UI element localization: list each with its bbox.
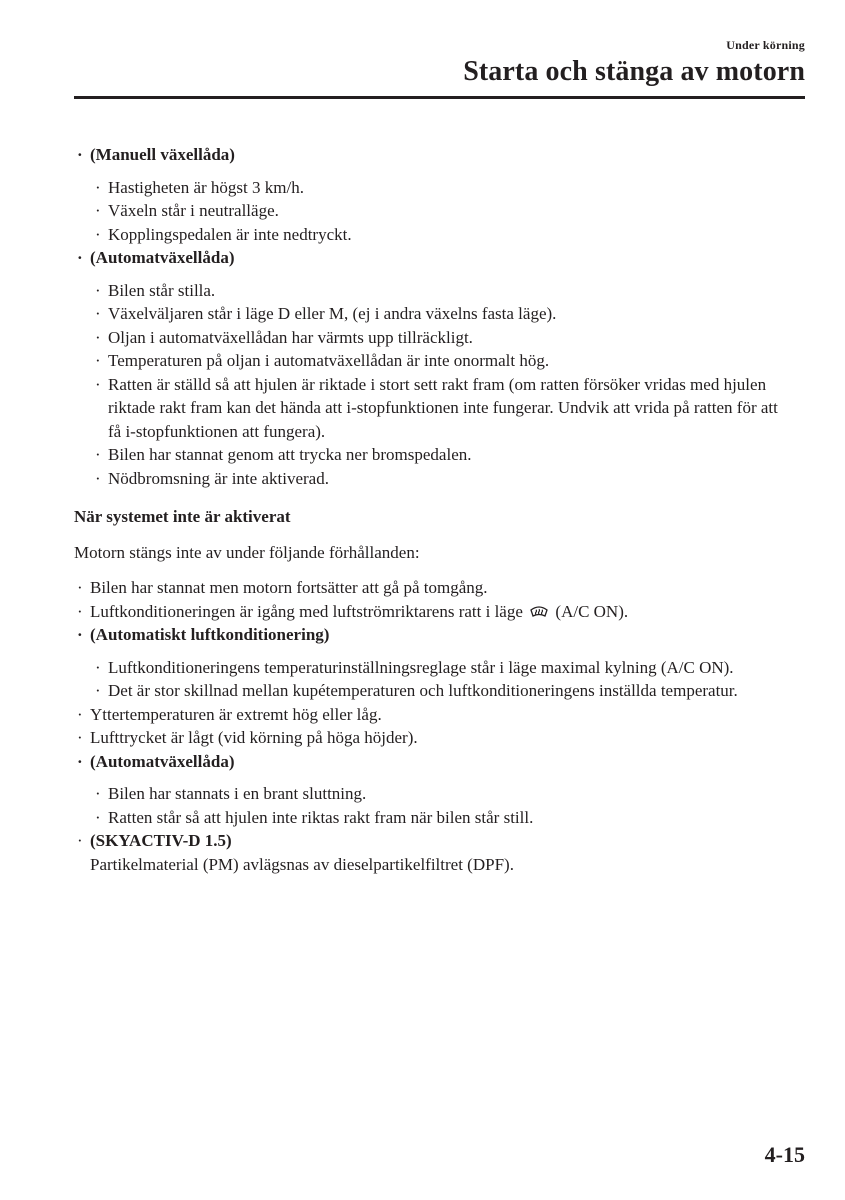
list-item-text: Lufttrycket är lågt (vid körning på höga höjder).: [90, 728, 418, 747]
list-item-text: Ratten står så att hjulen inte riktas rakt fram när bilen står still.: [108, 807, 534, 827]
bullet: ·: [95, 224, 101, 244]
bullet: ·: [95, 807, 101, 827]
bullet: ·: [77, 831, 83, 850]
bullet: ·: [77, 601, 83, 621]
bullet: ·: [95, 681, 101, 700]
manual-transmission-label: (Manuell växellåda): [90, 145, 235, 164]
manual-transmission-heading: [74, 143, 794, 167]
bullet: ·: [77, 248, 83, 267]
climate-heading: [74, 623, 794, 647]
bullet: ·: [77, 578, 83, 597]
list-item: [92, 782, 794, 806]
automatic-transmission-label: (Automatväxellåda): [90, 751, 235, 771]
bullet: ·: [95, 445, 101, 464]
list-item-text: Oljan i automatväxellådan har värmts upp tillräckligt.: [108, 327, 473, 347]
bullet: ·: [77, 625, 83, 644]
diesel-text: Partikelmaterial (PM) avlägsnas av dieselpartikelfiltret (DPF).: [90, 854, 514, 874]
bullet: ·: [95, 177, 101, 197]
manual-transmission-conditions: [92, 176, 794, 247]
climate-label: (Automatiskt luftkonditionering): [90, 625, 330, 644]
list-item-text: (A/C ON).: [555, 601, 629, 621]
list-item: [92, 656, 794, 680]
automatic-transmission-heading-2: [74, 750, 794, 774]
list-item: [74, 703, 794, 727]
list-item: [92, 223, 794, 247]
section-intro: Motorn stängs inte av under följande förhållanden:: [74, 542, 420, 562]
list-item: [92, 349, 794, 373]
list-item-text: Växeln står i neutralläge.: [108, 201, 279, 220]
bullet: ·: [95, 784, 101, 803]
title-rule: [74, 96, 805, 99]
climate-conditions: [92, 656, 794, 703]
list-item: [92, 302, 794, 326]
bullet: ·: [95, 374, 101, 394]
list-item-text: Bilen har stannat genom att trycka ner bromspedalen.: [108, 445, 472, 464]
list-item-text: Luftkonditioneringens temperaturinställningsreglage står i läge maximal kylning (A/C ON).: [108, 657, 734, 677]
list-item: [74, 600, 794, 624]
bullet: ·: [95, 351, 101, 370]
list-item: [92, 176, 794, 200]
automatic-transmission-heading: [74, 246, 794, 270]
list-item: [74, 576, 794, 600]
list-item-text: Hastigheten är högst 3 km/h.: [108, 177, 304, 197]
list-item-text: Bilen står stilla.: [108, 280, 216, 300]
bullet: ·: [77, 704, 83, 724]
list-item: [92, 373, 794, 444]
list-item-text: Växelväljaren står i läge D eller M, (ej i andra växelns fasta läge).: [108, 304, 557, 323]
page-content: [74, 143, 794, 876]
bullet: ·: [95, 327, 101, 347]
bullet: ·: [95, 280, 101, 300]
section-label: Under körning: [726, 38, 805, 52]
page-title: Starta och stänga av motorn: [463, 56, 805, 87]
list-item: [92, 467, 794, 491]
windshield-defroster-icon: [529, 602, 549, 618]
bullet: ·: [77, 751, 83, 771]
automatic-transmission-conditions-2: [92, 782, 794, 829]
list-item-text: Temperaturen på oljan i automatväxellådan är inte onormalt hög.: [108, 351, 550, 370]
list-item: [92, 326, 794, 350]
section-heading: När systemet inte är aktiverat: [74, 507, 291, 526]
list-item: [92, 279, 794, 303]
list-item-text: Bilen har stannats i en brant sluttning.: [108, 784, 367, 803]
automatic-transmission-conditions: [92, 279, 794, 491]
page-number: 4-15: [764, 1142, 805, 1167]
automatic-transmission-label: (Automatväxellåda): [90, 248, 235, 267]
list-item-text: Nödbromsning är inte aktiverad.: [108, 468, 329, 488]
list-item: [92, 443, 794, 467]
bullet: ·: [95, 468, 101, 488]
list-item: [92, 806, 794, 830]
bullet: ·: [77, 145, 83, 164]
diesel-label: (SKYACTIV-D 1.5): [90, 831, 232, 850]
list-item-text: Yttertemperaturen är extremt hög eller låg.: [90, 704, 382, 724]
diesel-note: [74, 829, 794, 876]
list-item-text: Det är stor skillnad mellan kupétemperaturen och luftkonditioneringens inställda temperatur.: [108, 681, 738, 700]
inactive-conditions: [74, 576, 794, 876]
list-item: [92, 199, 794, 223]
bullet: ·: [77, 728, 83, 747]
bullet: ·: [95, 201, 101, 220]
list-item-text: Bilen har stannat men motorn fortsätter att gå på tomgång.: [90, 578, 488, 597]
list-item-text: Ratten är ställd så att hjulen är riktade i stort sett rakt fram (om ratten försöker vridas med hjulen riktade rakt fram kan det hända att i-stopfunktionen inte fungerar. Undvik att vrida på ratten för att få i-stopfunktionen att fungera).: [108, 374, 778, 441]
list-item-text: Kopplingspedalen är inte nedtryckt.: [108, 224, 352, 244]
list-item: [92, 679, 794, 703]
list-item-text: Luftkonditioneringen är igång med luftströmriktarens ratt i läge: [90, 601, 523, 621]
bullet: ·: [95, 304, 101, 323]
bullet: ·: [95, 657, 101, 677]
list-item: [74, 726, 794, 750]
